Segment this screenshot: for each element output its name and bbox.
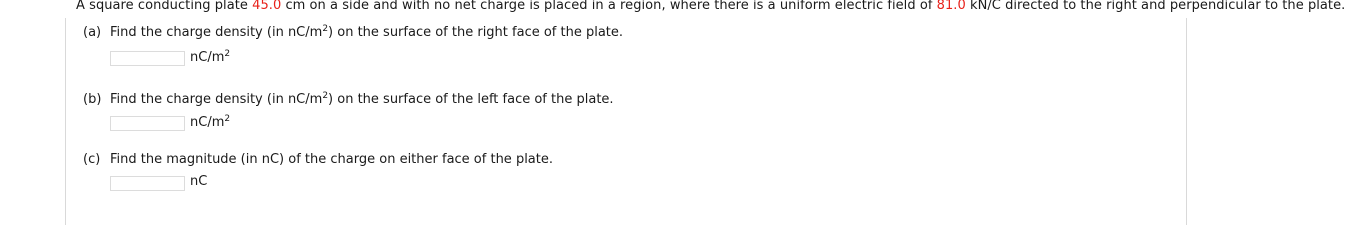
side-length-value: 45.0 [252, 0, 282, 13]
part-b-prompt-exponent: 2 [322, 91, 329, 101]
part-b-question [83, 92, 614, 108]
part-b-unit-base: nC/m [190, 115, 225, 130]
part-a-question [83, 25, 623, 41]
part-a-unit-exponent: 2 [224, 49, 231, 59]
part-a-answer-input[interactable] [110, 51, 185, 66]
problem-statement [76, 0, 1345, 14]
content-left-border [65, 18, 66, 225]
part-b-label: (b) [83, 92, 102, 107]
field-strength-value: 81.0 [936, 0, 966, 13]
part-a-prompt-exponent: 2 [322, 24, 329, 34]
part-a-unit-base: nC/m [190, 50, 225, 65]
part-c-prompt: Find the magnitude (in nC) of the charge on either face of the plate. [110, 152, 553, 167]
part-a-prompt-end: ) on the surface of the right face of the plate. [328, 25, 624, 40]
statement-text-2: cm on a side and with no net charge is placed in a region, where there is a uniform electric field of [281, 0, 937, 13]
part-c-unit [190, 174, 207, 190]
part-b-unit-exponent: 2 [224, 114, 231, 124]
statement-text-1: A square conducting plate [76, 0, 253, 13]
part-b-prompt-start: Find the charge density (in nC/m [110, 92, 323, 107]
content-right-border [1186, 18, 1187, 225]
part-c-unit-base: nC [190, 174, 208, 189]
part-b-prompt-end: ) on the surface of the left face of the plate. [328, 92, 614, 107]
part-b-unit [190, 115, 230, 131]
part-a-unit [190, 50, 230, 66]
part-b-answer-input[interactable] [110, 116, 185, 131]
part-c-answer-input[interactable] [110, 176, 185, 191]
part-a-prompt-start: Find the charge density (in nC/m [110, 25, 323, 40]
part-a-label: (a) [83, 25, 102, 40]
part-c-label: (c) [83, 152, 101, 167]
part-c-question [83, 152, 553, 168]
statement-text-3: kN/C directed to the right and perpendicular to the plate. [965, 0, 1345, 13]
